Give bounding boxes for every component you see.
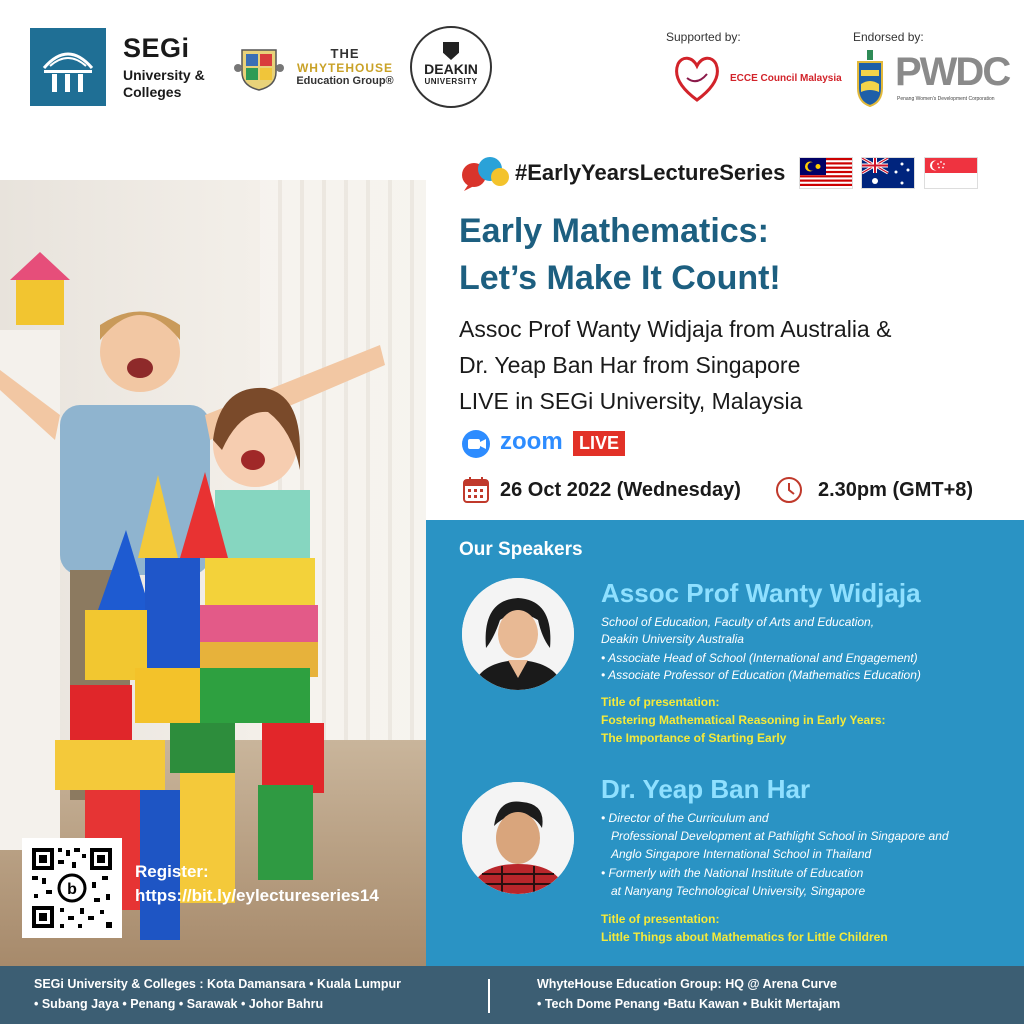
register-label: Register: [135,862,209,881]
zoom-label: zoom [500,428,563,455]
event-subtitle-line2: Dr. Yeap Ban Har from Singapore [459,352,801,378]
speakers-heading: Our Speakers [459,539,583,560]
whytehouse-line2: WHYTEHOUSE [296,61,393,75]
deakin-logo [410,26,492,108]
australia-flag-icon [861,157,915,189]
speaker1-affiliation-line1: School of Education, Faculty of Arts and Education, [601,615,875,629]
speaker1-avatar [462,578,574,690]
hashtag-title: #EarlyYearsLectureSeries [515,160,786,185]
footer-whytehouse-locations-line2: • Tech Dome Penang •Batu Kawan • Bukit Mertajam [537,997,841,1011]
zoom-camera-icon [461,429,493,459]
segi-subtitle [123,67,233,101]
penang-crest-icon [855,48,885,110]
pwdc-subtitle: Penang Women's Development Corporation [897,96,995,102]
footer-whytehouse-locations-line1: WhyteHouse Education Group: HQ @ Arena Curve [537,977,837,991]
calendar-icon [462,476,490,504]
live-badge: LIVE [573,431,625,456]
pwdc-logo: PWDC [895,50,1010,94]
ecce-heart-icon [672,52,722,104]
event-title-line2: Let’s Make It Count! [459,259,781,297]
endorsed-by-label: Endorsed by: [853,30,924,44]
footer-segi-locations-line1: SEGi University & Colleges : Kota Damansara • Kuala Lumpur [34,977,401,991]
deakin-university: UNIVERSITY [424,77,478,86]
segi-name: SEGi [123,33,190,63]
deakin-shield-icon [443,42,459,60]
malaysia-flag-icon [799,157,853,189]
speaker2-role1-line2: Professional Development at Pathlight School in Singapore and [611,829,949,843]
segi-logo-icon [30,28,106,106]
speaker1-affiliation-line2: Deakin University Australia [601,632,744,646]
speaker2-name: Dr. Yeap Ban Har [601,774,811,804]
clock-icon [775,476,803,504]
speaker1-topic-line1: Fostering Mathematical Reasoning in Early Years: [601,713,886,727]
speaker2-role2: • Formerly with the National Institute of Education [601,866,864,880]
whytehouse-logo [290,46,400,87]
register-block [135,862,379,906]
whytehouse-crest-icon [234,44,284,92]
whytehouse-line3: Education Group® [296,75,394,87]
singapore-flag-icon [924,157,978,189]
event-subtitle-line3: LIVE in SEGi University, Malaysia [459,388,803,414]
speaker1-topic-label: Title of presentation: [601,695,720,709]
footer-divider [488,979,490,1013]
footer-segi-locations-line2: • Subang Jaya • Penang • Sarawak • Johor Bahru [34,997,324,1011]
event-date: 26 Oct 2022 (Wednesday) [500,479,741,501]
register-link[interactable]: https://bit.ly/eylectureseries14 [135,886,379,905]
speaker2-topic-label: Title of presentation: [601,912,720,926]
speaker2-role2-line2: at Nanyang Technological University, Singapore [611,884,866,898]
event-time: 2.30pm (GMT+8) [818,479,974,501]
svg-text:b: b [67,881,77,898]
footer-bar [0,966,1024,1024]
speaker2-role1-line3: Anglo Singapore International School in Thailand [611,847,872,861]
segi-line2: Colleges [123,84,182,100]
speaker1-topic-line2: The Importance of Starting Early [601,731,787,745]
supported-by-label: Supported by: [666,30,741,44]
speech-bubbles-icon [460,155,510,191]
speaker2-topic: Little Things about Mathematics for Little Children [601,930,888,944]
segi-line1: University & [123,67,205,83]
deakin-name: DEAKIN [424,61,478,77]
event-subtitle-line1: Assoc Prof Wanty Widjaja from Australia & [459,316,892,342]
speaker1-name: Assoc Prof Wanty Widjaja [601,578,921,608]
register-qr-code[interactable] [22,838,122,938]
speaker2-role1: • Director of the Curriculum and [601,811,769,825]
event-title-line1: Early Mathematics: [459,212,769,250]
whytehouse-line1: THE [330,46,360,61]
ecce-council-name: ECCE Council Malaysia [730,73,842,84]
speaker1-role1: • Associate Head of School (International and Engagement) [601,651,918,665]
speaker1-role2: • Associate Professor of Education (Mathematics Education) [601,668,921,682]
speaker2-avatar [462,782,574,894]
